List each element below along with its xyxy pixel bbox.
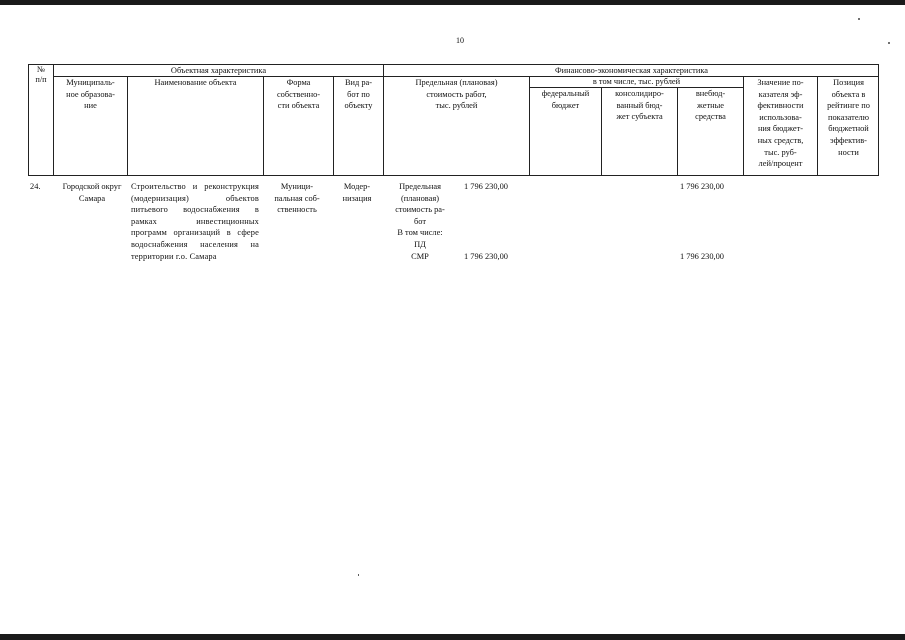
- header-group-object: Объектная характеристика: [53, 65, 383, 76]
- scan-speck: [888, 42, 890, 44]
- header-municipality: Муниципаль- ное образова- ние: [53, 76, 127, 175]
- row-cost-value: 1 796 230,00: [464, 182, 508, 191]
- header-num: № п/п: [35, 65, 47, 84]
- header-ownership: Форма собственно- сти объекта: [263, 76, 333, 175]
- row-smr-value: 1 796 230,00: [464, 252, 508, 261]
- header-limit-cost: Предельная (плановая) стоимость работ, тыс. рублей: [383, 76, 529, 175]
- header-work-type: Вид ра- бот по объекту: [333, 76, 383, 175]
- scan-top-border: [0, 0, 905, 5]
- scan-speck: [358, 574, 359, 576]
- row-municipality: Городской округ Самара: [62, 182, 122, 203]
- row-ownership: Муници- пальная соб- ственность: [274, 182, 320, 215]
- row-work-type: Модер- низация: [342, 182, 372, 203]
- row-extra-value: 1 796 230,00: [680, 182, 724, 191]
- header-extra-budget: внебюд- жетные средства: [677, 87, 743, 175]
- scan-bottom-border: [0, 634, 905, 640]
- header-object-name: Наименование объекта: [127, 76, 263, 175]
- row-smr-label: СМР: [411, 252, 429, 261]
- row-extra-value-smr: 1 796 230,00: [680, 252, 724, 261]
- table-header: [28, 64, 879, 176]
- row-object-name: Строительство и реконструкция (модернизация) объектов питьевого водоснабжения в рамках инвестиционных программ организаций в сфере водоснабжения населения на территории г.о. Самара: [131, 182, 259, 261]
- row-cost-label: Предельная (плановая) стоимость ра- бот: [395, 182, 445, 226]
- scan-speck: [858, 18, 860, 20]
- header-rating: Позиция объекта в рейтинге по показателю бюджетной эффектив- ности: [817, 76, 879, 175]
- header-indicator: Значение по- казателя эф- фективности использова- ния бюджет- ных средств, тыс. руб- лей/процент: [743, 76, 817, 175]
- header-group-finance: Финансово-экономическая характеристика: [383, 65, 879, 76]
- header-incl-group: в том числе, тыс. рублей: [529, 76, 743, 87]
- row-incl-label: В том числе:: [397, 228, 443, 237]
- header-consolidated: консолидиро- ванный бюд- жет субъекта: [601, 87, 677, 175]
- row-pd-label: ПД: [414, 240, 426, 249]
- header-federal: федеральный бюджет: [529, 87, 601, 175]
- page-number: 10: [456, 36, 464, 45]
- row-number: 24.: [30, 182, 41, 191]
